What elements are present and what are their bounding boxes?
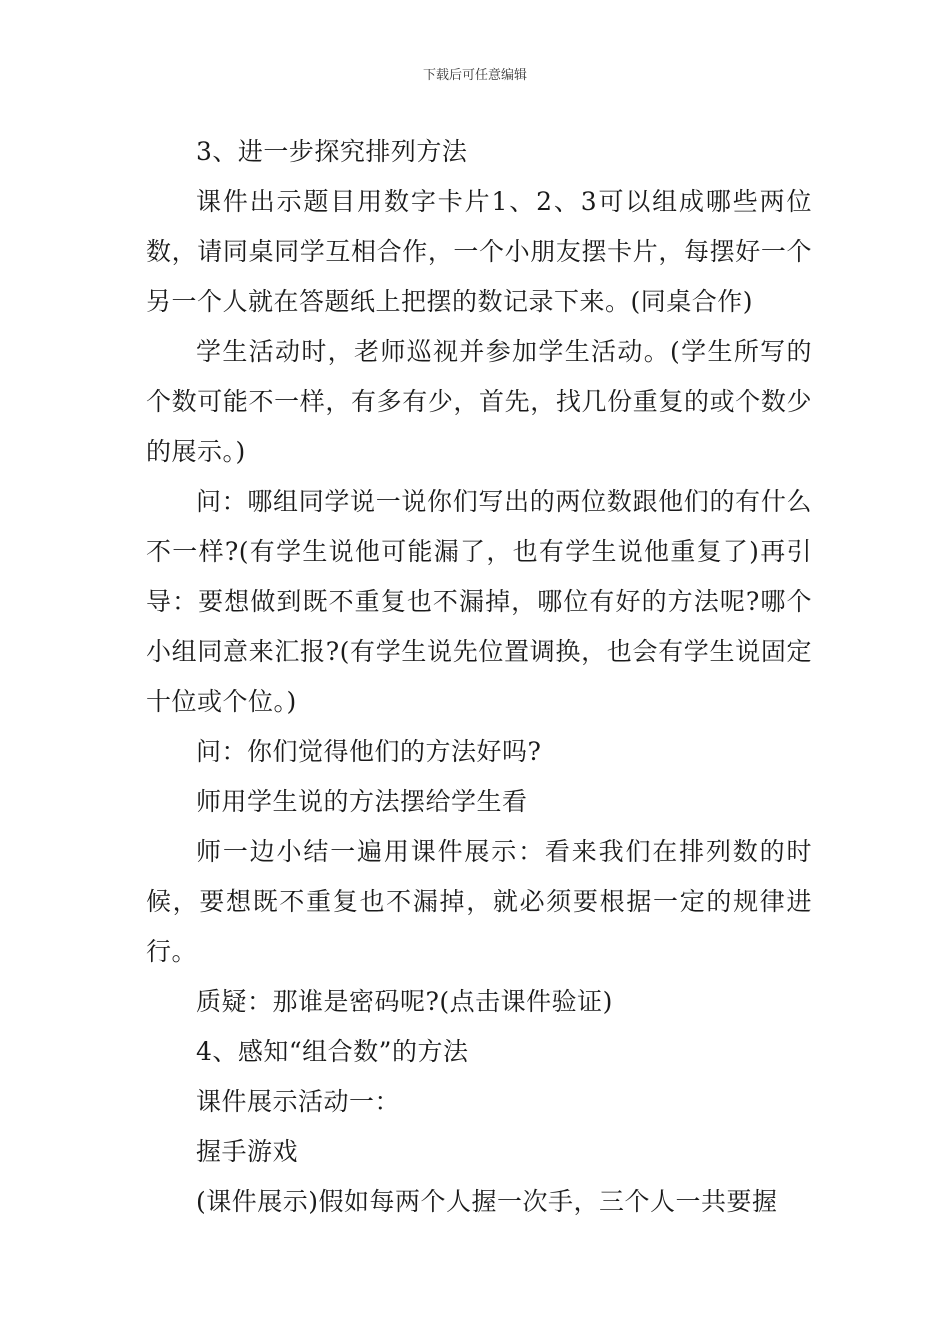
section-heading: 3、进一步探究排列方法 <box>196 137 468 166</box>
document-body <box>146 127 812 1227</box>
paragraph: 握手游戏 <box>196 1137 299 1166</box>
paragraph: 师一边小结一遍用课件展示：看来我们在排列数的时候，要想既不重复也不漏掉，就必须要根据一定的规律进行。 <box>146 837 812 966</box>
paragraph: 质疑：那谁是密码呢?(点击课件验证) <box>196 987 613 1016</box>
paragraph: 问：哪组同学说一说你们写出的两位数跟他们的有什么不一样?(有学生说他可能漏了，也有学生说他重复了)再引导：要想做到既不重复也不漏掉，哪位有好的方法呢?哪个小组同意来汇报?(有学生说先位置调换，也会有学生说固定十位或个位。) <box>146 487 812 716</box>
paragraph: 课件展示活动一： <box>196 1087 401 1116</box>
paragraph: 课件出示题目用数字卡片1、2、3可以组成哪些两位数，请同桌同学互相合作，一个小朋友摆卡片，每摆好一个另一个人就在答题纸上把摆的数记录下来。(同桌合作) <box>146 187 812 316</box>
paragraph: 师用学生说的方法摆给学生看 <box>196 787 528 816</box>
paragraph: (课件展示)假如每两个人握一次手，三个人一共要握 <box>196 1187 778 1216</box>
paragraph: 学生活动时，老师巡视并参加学生活动。(学生所写的个数可能不一样，有多有少，首先，找几份重复的或个数少的展示。) <box>146 337 812 466</box>
paragraph: 问：你们觉得他们的方法好吗? <box>196 737 542 766</box>
section-heading: 4、感知“组合数”的方法 <box>196 1037 469 1066</box>
page-header: 下载后可任意编辑 <box>422 68 527 83</box>
